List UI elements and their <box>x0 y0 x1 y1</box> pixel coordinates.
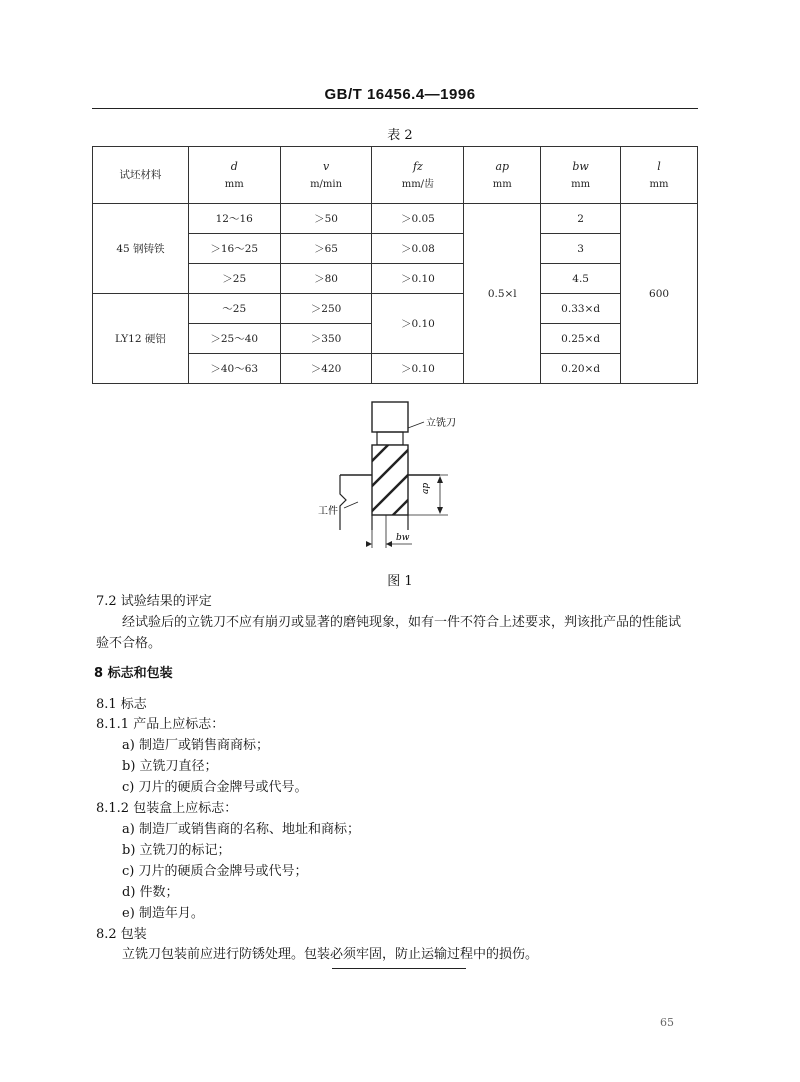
section-8-1-title: 8.1 标志 <box>96 697 147 712</box>
col-fz: fz mm/齿 <box>372 147 464 204</box>
cell-d: ＞25 <box>188 264 280 294</box>
cell-ap-merged: 0.5×l <box>464 204 541 384</box>
cell-bw: 0.25×d <box>541 324 621 354</box>
cell-v: ＞420 <box>280 354 372 384</box>
section-8-1-2-title: 8.1.2 包装盒上应标志： <box>96 801 238 816</box>
cell-v: ＞350 <box>280 324 372 354</box>
table-caption: 表 2 <box>387 128 413 143</box>
milling-diagram <box>300 398 500 560</box>
list-item: a) 制造厂或销售商商标； <box>122 738 269 753</box>
list-item: e) 制造年月。 <box>122 906 204 921</box>
cell-v: ＞80 <box>280 264 372 294</box>
col-l: l mm <box>621 147 698 204</box>
bw-label: bw <box>396 533 410 543</box>
cell-bw: 0.20×d <box>541 354 621 384</box>
table-header-row <box>93 147 698 204</box>
cell-d: 12～16 <box>188 204 280 234</box>
table-row <box>93 294 698 324</box>
cell-v: ＞50 <box>280 204 372 234</box>
col-v: v m/min <box>280 147 372 204</box>
header-rule <box>92 108 698 109</box>
material-steel: 45 钢铸铁 <box>93 204 189 294</box>
end-rule <box>332 968 466 969</box>
material-aluminium: LY12 硬铝 <box>93 294 189 384</box>
section-7-2-title: 7.2 试验结果的评定 <box>96 594 212 609</box>
cutter-shank <box>372 402 408 432</box>
page-number: 65 <box>660 1016 674 1029</box>
cell-l-merged: 600 <box>621 204 698 384</box>
section-8-2-title: 8.2 包装 <box>96 927 147 942</box>
list-item: c) 刀片的硬质合金牌号或代号。 <box>122 780 308 795</box>
col-bw: bw mm <box>541 147 621 204</box>
table-row <box>93 204 698 234</box>
list-item: a) 制造厂或销售商的名称、地址和商标； <box>122 822 360 837</box>
ap-label: ap <box>421 482 431 494</box>
cell-d: ～25 <box>188 294 280 324</box>
col-material: 试坯材料 <box>93 147 189 204</box>
section-8-title: 8 标志和包装 <box>94 666 173 681</box>
cell-bw: 0.33×d <box>541 294 621 324</box>
section-7-2-paragraph-line-1: 经试验后的立铣刀不应有崩刃或显著的磨钝现象，如有一件不符合上述要求，判该批产品的性能试 <box>122 615 682 630</box>
cell-v: ＞65 <box>280 234 372 264</box>
cell-fz: ＞0.10 <box>372 264 464 294</box>
workpiece-label: 工件 <box>318 506 338 517</box>
cell-bw: 4.5 <box>541 264 621 294</box>
cell-d: ＞40～63 <box>188 354 280 384</box>
section-7-2-paragraph-line-2: 验不合格。 <box>96 636 162 651</box>
cutter-neck <box>377 432 403 445</box>
cell-fz-merged: ＞0.10 <box>372 294 464 354</box>
col-d: d mm <box>188 147 280 204</box>
cell-bw: 3 <box>541 234 621 264</box>
test-conditions-table <box>92 146 698 384</box>
cell-fz: ＞0.08 <box>372 234 464 264</box>
section-8-1-1-title: 8.1.1 产品上应标志： <box>96 717 225 732</box>
cell-v: ＞250 <box>280 294 372 324</box>
list-item: b) 立铣刀的标记； <box>122 843 231 858</box>
list-item: b) 立铣刀直径； <box>122 759 218 774</box>
cutter-label: 立铣刀 <box>426 418 456 429</box>
cell-fz: ＞0.05 <box>372 204 464 234</box>
standard-header: GB/T 16456.4—1996 <box>324 86 476 103</box>
cell-fz: ＞0.10 <box>372 354 464 384</box>
list-item: c) 刀片的硬质合金牌号或代号； <box>122 864 308 879</box>
cell-bw: 2 <box>541 204 621 234</box>
figure-caption: 图 1 <box>387 574 413 589</box>
section-8-2-paragraph: 立铣刀包装前应进行防锈处理。包装必须牢固，防止运输过程中的损伤。 <box>122 947 539 962</box>
cell-d: ＞25～40 <box>188 324 280 354</box>
col-ap: ap mm <box>464 147 541 204</box>
cell-d: ＞16～25 <box>188 234 280 264</box>
list-item: d) 件数； <box>122 885 179 900</box>
